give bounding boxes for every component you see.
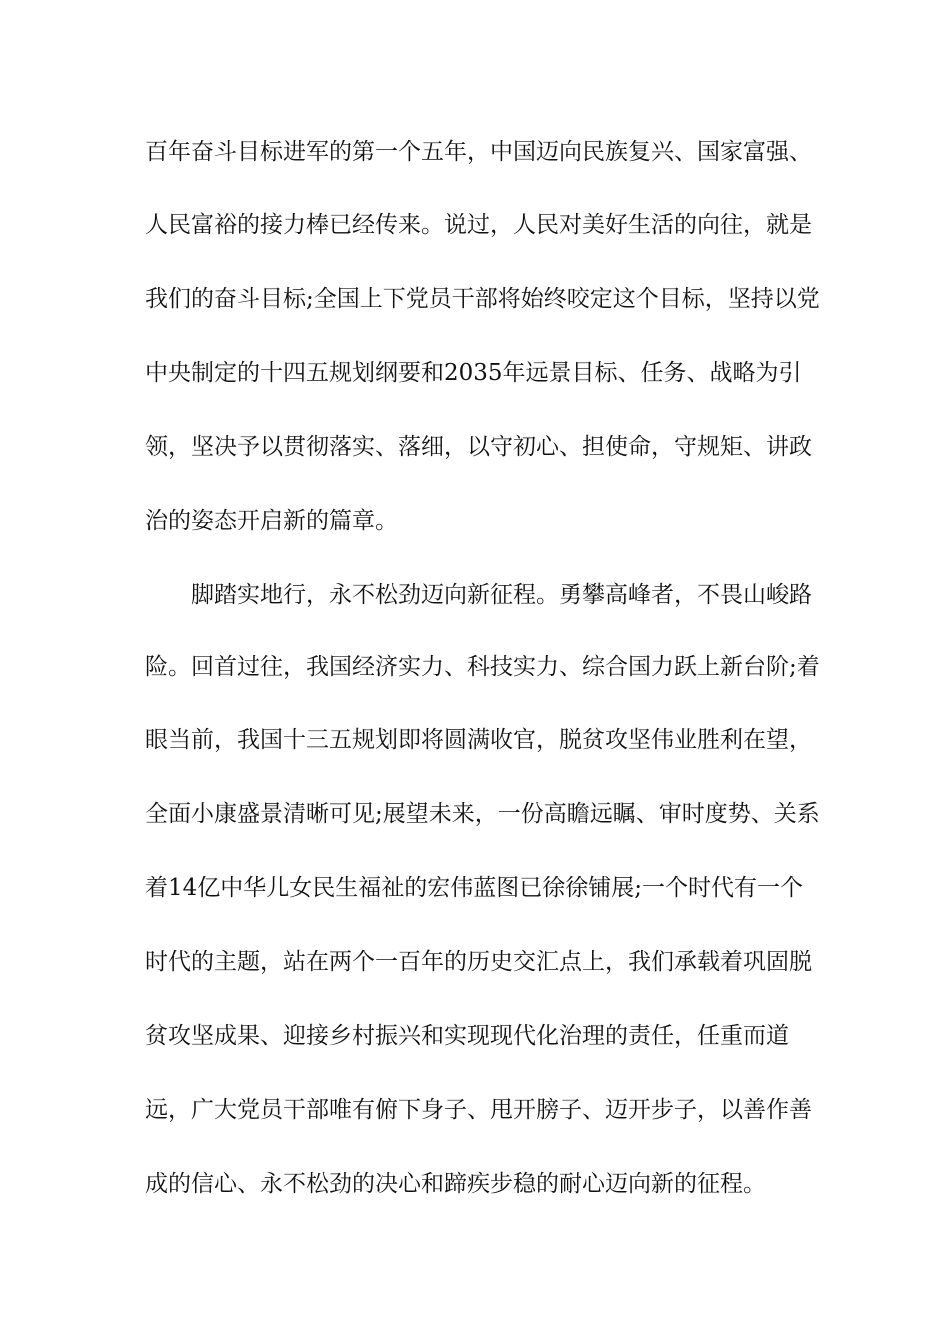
text-line-11: 着14亿中华儿女民生福祉的宏伟蓝图已徐徐铺展;一个时代有一个 [145, 875, 804, 901]
text-line-14: 远，广大党员干部唯有俯下身子、甩开膀子、迈开步子，以善作善 [145, 1097, 812, 1123]
text-line-12: 时代的主题，站在两个一百年的历史交汇点上，我们承载着巩固脱 [145, 949, 812, 975]
text-line-3: 我们的奋斗目标;全国上下党员干部将始终咬定这个目标，坚持以党 [145, 286, 820, 312]
text-line-10: 全面小康盛景清晰可见;展望未来，一份高瞻远瞩、审时度势、关系 [145, 801, 820, 827]
text-line-6: 治的姿态开启新的篇章。 [145, 508, 398, 534]
text-line-7: 脚踏实地行，永不松劲迈向新征程。勇攀高峰者，不畏山峻路 [191, 582, 812, 608]
text-line-2: 人民富裕的接力棒已经传来。说过，人民对美好生活的向往，就是 [145, 212, 812, 238]
text-line-15: 成的信心、永不松劲的决心和蹄疾步稳的耐心迈向新的征程。 [145, 1171, 766, 1197]
text-line-1: 百年奋斗目标进军的第一个五年，中国迈向民族复兴、国家富强、 [145, 139, 812, 165]
text-line-9: 眼当前，我国十三五规划即将圆满收官，脱贫攻坚伟业胜利在望， [145, 727, 812, 753]
text-line-4: 中央制定的十四五规划纲要和2035年远景目标、任务、战略为引 [145, 360, 802, 386]
text-line-8: 险。回首过往，我国经济实力、科技实力、综合国力跃上新台阶;着 [145, 654, 820, 680]
text-line-5: 领，坚决予以贯彻落实、落细，以守初心、担使命，守规矩、讲政 [145, 434, 812, 460]
text-line-13: 贫攻坚成果、迎接乡村振兴和实现现代化治理的责任，任重而道 [145, 1023, 789, 1049]
